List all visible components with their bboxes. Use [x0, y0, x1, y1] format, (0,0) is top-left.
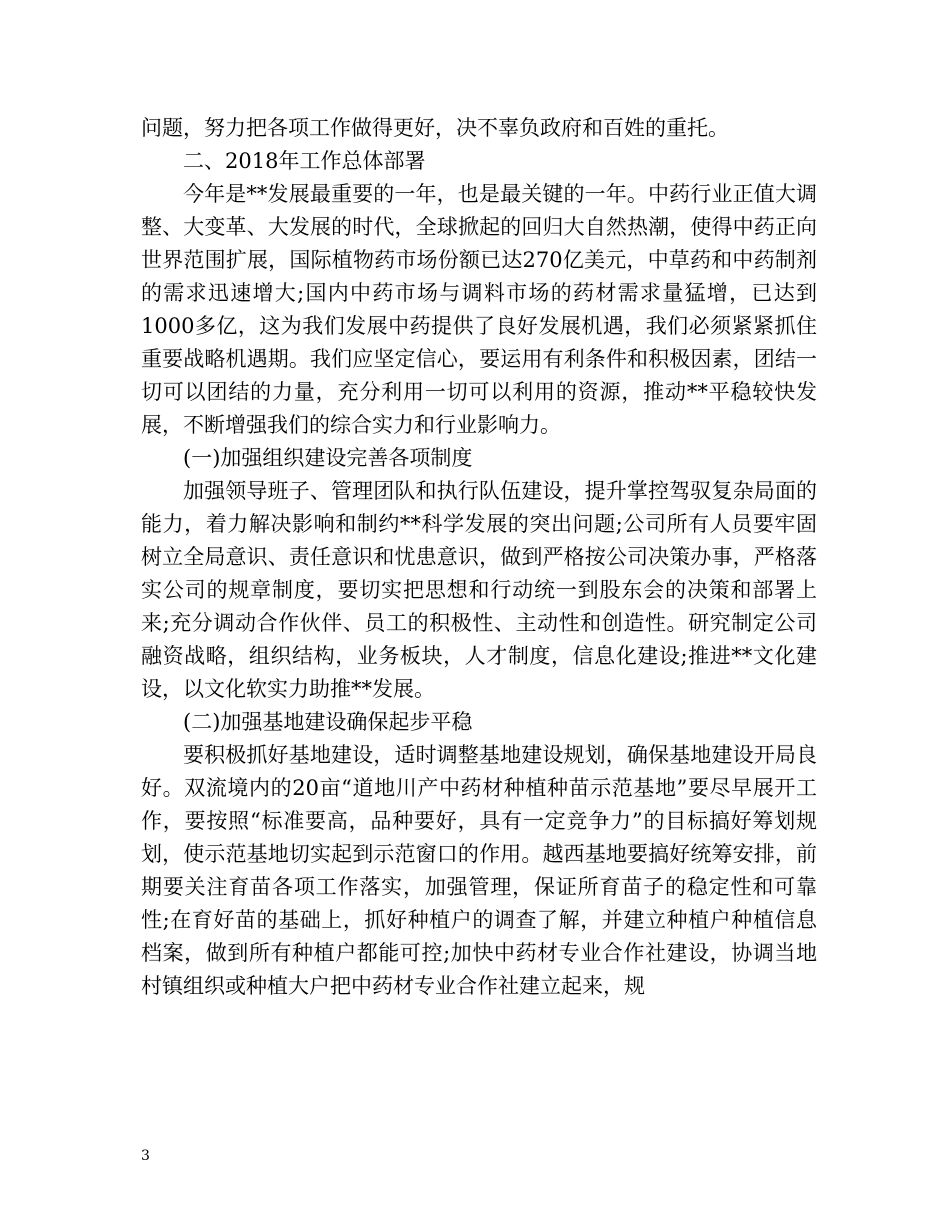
paragraph-continuation: 问题，努力把各项工作做得更好，决不辜负政府和百姓的重托。	[141, 116, 729, 140]
subheading-organization-building: (一)加强组织建设完善各项制度	[183, 446, 473, 470]
subheading-base-construction: (二)加强基地建设确保起步平稳	[183, 710, 473, 734]
section-heading-2018-deployment: 二、2018年工作总体部署	[183, 149, 426, 173]
document-body	[141, 112, 817, 1003]
page-number: 3	[141, 1148, 150, 1164]
paragraph-organization-building: 加强领导班子、管理团队和执行队伍建设，提升掌控驾驭复杂局面的能力，着力解决影响和制约**科学发展的突出问题;公司所有人员要牢固树立全局意识、责任意识和忧患意识，做到严格按公司决策办事，严格落实公司的规章制度，要切实把思想和行动统一到股东会的决策和部署上来;充分调动合作伙伴、员工的积极性、主动性和创造性。研究制定公司融资战略，组织结构，业务板块，人才制度，信息化建设;推进**文化建设，以文化软实力助推**发展。	[141, 479, 817, 701]
paragraph-base-construction: 要积极抓好基地建设，适时调整基地建设规划，确保基地建设开局良好。双流境内的20亩“道地川产中药材种植种苗示范基地”要尽早展开工作，要按照“标准要高，品种要好，具有一定竞争力”的目标搞好筹划规划，使示范基地切实起到示范窗口的作用。越西基地要搞好统筹安排，前期要关注育苗各项工作落实，加强管理，保证所育苗子的稳定性和可靠性;在育好苗的基础上，抓好种植户的调查了解，并建立种植户种植信息档案，做到所有种植户都能可控;加快中药材专业合作社建设，协调当地村镇组织或种植大户把中药材专业合作社建立起来，规	[141, 743, 817, 998]
paragraph-industry-opportunity: 今年是**发展最重要的一年，也是最关键的一年。中药行业正值大调整、大变革、大发展的时代，全球掀起的回归大自然热潮，使得中药正向世界范围扩展，国际植物药市场份额已达270亿美元，中草药和中药制剂的需求迅速增大;国内中药市场与调料市场的药材需求量猛增，已达到1000多亿，这为我们发展中药提供了良好发展机遇，我们必须紧紧抓住重要战略机遇期。我们应坚定信心，要运用有利条件和积极因素，团结一切可以团结的力量，充分利用一切可以利用的资源，推动**平稳较快发展，不断增强我们的综合实力和行业影响力。	[141, 182, 817, 437]
